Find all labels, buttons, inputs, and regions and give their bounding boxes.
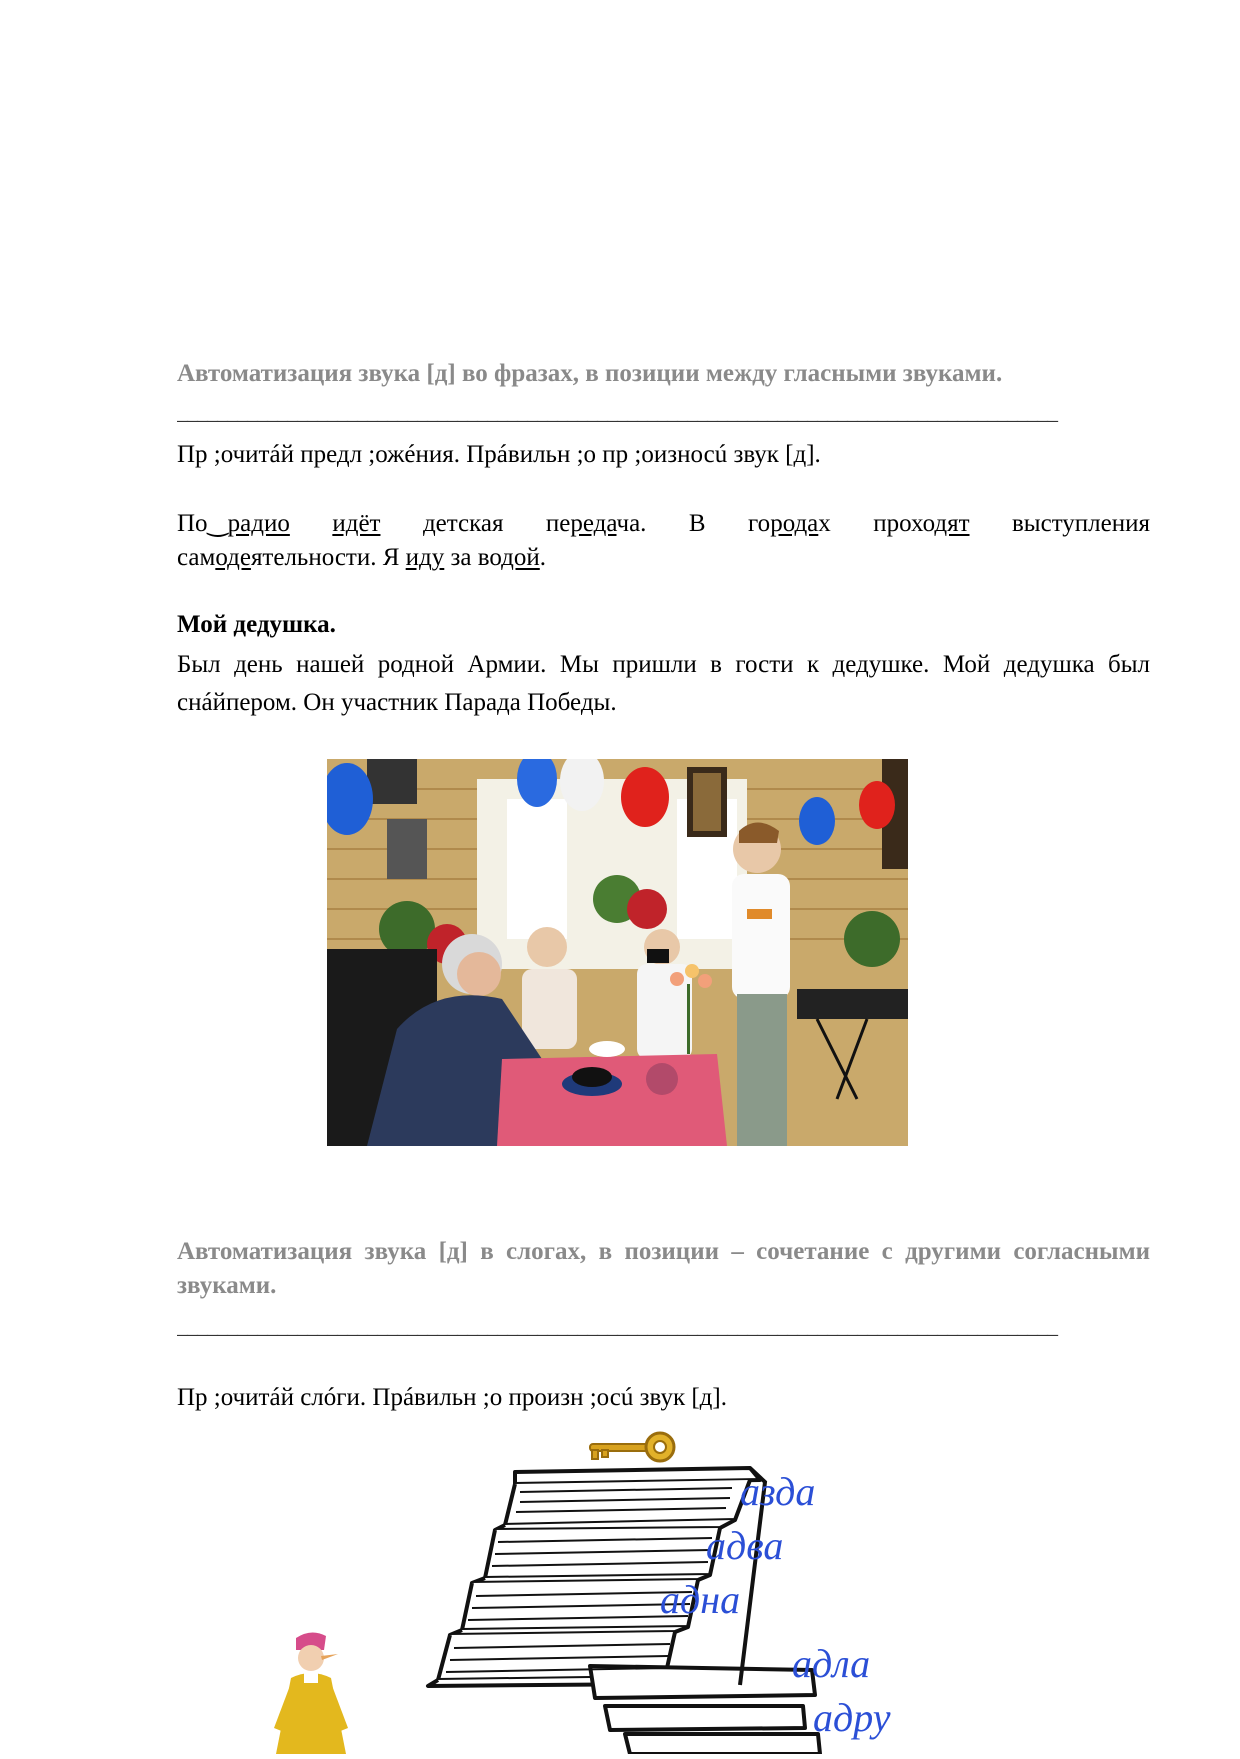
text-part: ятельности. Я (250, 544, 406, 571)
syllable-5: адру (813, 1695, 891, 1740)
underlined-word: радио (227, 510, 290, 537)
underlined-word: рода (770, 510, 819, 537)
section2-instruction: Пр ;очитáй слóги. Прáвильн ;о произн ;осú звук [д]. (177, 1384, 727, 1411)
photo-illustration (327, 759, 908, 1146)
syllable-3: адна (660, 1577, 741, 1622)
child-figure (266, 1628, 356, 1754)
underlined-word: реда (570, 510, 617, 537)
sentences-line2 (177, 541, 1150, 575)
text-part: ча. В го (616, 510, 771, 537)
section2-heading (177, 1235, 1150, 1303)
section1-rule: ________________________________________________________________________________________ (177, 399, 1057, 424)
text-part: детская пе (380, 510, 571, 537)
text-part: за во (444, 544, 502, 571)
text-part: . (539, 544, 547, 571)
underlined-word: идёт (332, 510, 381, 537)
story-title: Мой дедушка. (177, 611, 336, 638)
sentences-line1 (177, 507, 1150, 541)
text-part: сам (177, 544, 216, 571)
section2-heading-text: Автоматизация звука [д] в слогах, в позиции – сочетание с другими согласными звуками. (177, 1238, 1150, 1299)
veteran-meeting-photo (327, 759, 908, 1146)
syllable-2: адва (706, 1523, 784, 1568)
underlined-word: иду (405, 544, 445, 571)
text-part (290, 510, 332, 537)
syllable-1: азда (740, 1469, 816, 1514)
golden-key-icon (586, 1430, 682, 1466)
underlined-word: дой (501, 544, 540, 571)
text-part: выступления (969, 510, 1150, 537)
story-text: Был день нашей родной Армии. Мы пришли в гости к дедушке. Мой дедушка был снáйпером. Он участник Парада Победы. (177, 651, 1150, 716)
section2-rule: ________________________________________________________________________________________ (177, 1313, 1057, 1338)
text-part: х прохо (818, 510, 935, 537)
underlined-word: оде (215, 544, 251, 571)
text-part: По (177, 510, 208, 537)
section1-heading: Автоматизация звука [д] во фразах, в позиции между гласными звуками. (177, 360, 1003, 387)
underlined-word: дят (934, 510, 970, 537)
syllable-4: адла (792, 1641, 871, 1686)
section1-instruction: Пр ;очитáй предл ;ожéния. Прáвильн ;о пр ;оизносú звук [д]. (177, 441, 821, 468)
tie-mark: ‿ (207, 510, 228, 537)
